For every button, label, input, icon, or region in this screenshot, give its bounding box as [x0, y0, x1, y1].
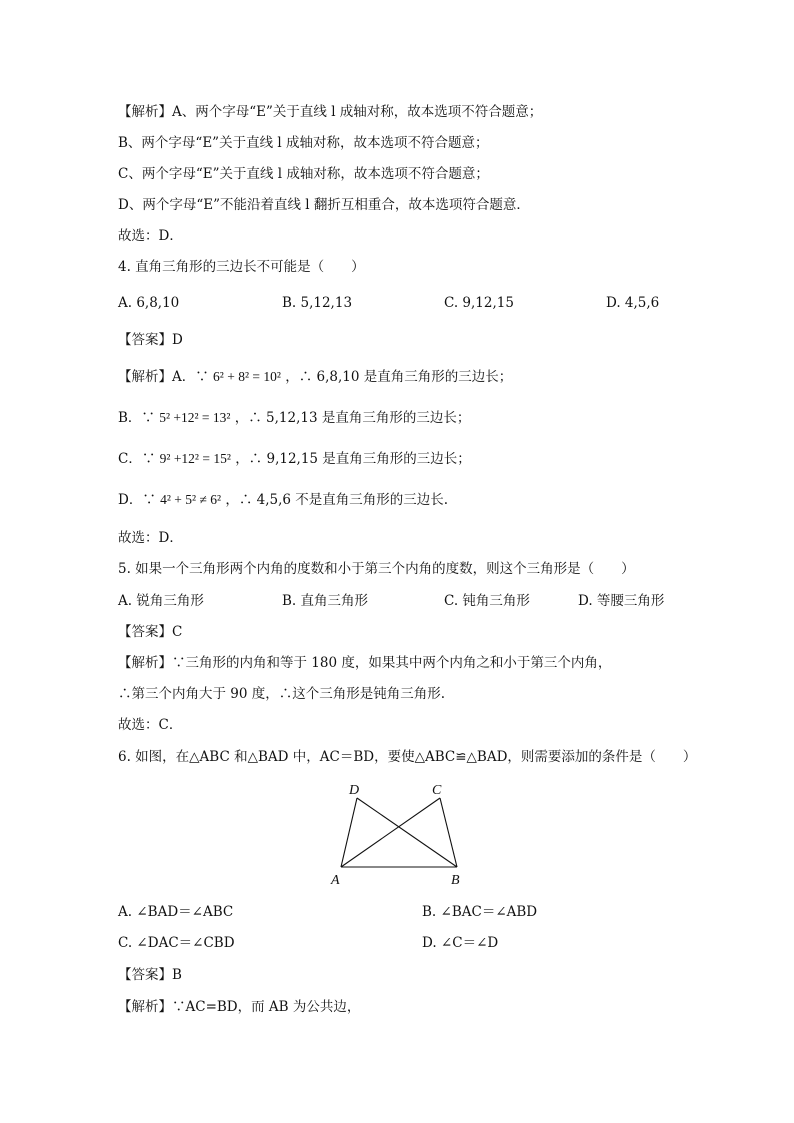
q5-stem: 5. 如果一个三角形两个内角的度数和小于第三个内角的度数，则这个三角形是（ ）: [118, 561, 635, 577]
q4-option-a: A. 6,8,10: [118, 295, 180, 311]
q4-analysis-a-expr: 6² + 8² = 10²: [213, 369, 281, 384]
q6-option-b: B. ∠BAC＝∠ABD: [422, 904, 538, 920]
q6-option-d: D. ∠C＝∠D: [422, 935, 499, 951]
q4-choice: 故选：D．: [118, 530, 183, 546]
q4-analysis-b-pre: B．∵: [118, 410, 155, 426]
q6-answer: 【答案】B: [118, 967, 182, 983]
q3-choice: 故选：D．: [118, 228, 183, 244]
q4-analysis-d-expr: 4² + 5² ≠ 6²: [160, 492, 222, 507]
q4-analysis-b-post: ，∴ 5,12,13 是直角三角形的三边长；: [234, 410, 471, 426]
q3-analysis-line-2: B、两个字母“E”关于直线 l 成轴对称，故本选项不符合题意；: [118, 135, 489, 151]
label-c: C: [432, 783, 442, 798]
q6-analysis-line-1: 【解析】∵AC=BD，而 AB 为公共边，: [118, 999, 361, 1015]
q4-analysis-a-pre: 【解析】A．∵: [118, 369, 209, 385]
q5-option-a: A. 锐角三角形: [118, 593, 204, 609]
q3-analysis-line-4: D、两个字母“E”不能沿着直线 l 翻折互相重合，故本选项符合题意．: [118, 197, 530, 213]
q4-analysis-b-expr: 5² +12² = 13²: [159, 410, 231, 425]
segment-ad: [341, 798, 357, 867]
q4-analysis-c-pre: C．∵: [118, 451, 156, 467]
q4-analysis-a-post: ，∴ 6,8,10 是直角三角形的三边长；: [285, 369, 513, 385]
q3-analysis-line-1: 【解析】A、两个字母“E”关于直线 l 成轴对称，故本选项不符合题意；: [118, 104, 543, 120]
q5-option-c: C. 钝角三角形: [444, 593, 530, 609]
q4-analysis-d-pre: D．∵: [118, 492, 156, 508]
q4-analysis-a: [118, 368, 512, 386]
label-d: D: [349, 783, 360, 798]
q4-option-c: C. 9,12,15: [444, 295, 514, 311]
segment-ac: [341, 798, 440, 867]
q4-analysis-d-post: ，∴ 4,5,6 不是直角三角形的三边长.: [225, 492, 449, 508]
q5-answer: 【答案】C: [118, 624, 183, 640]
q4-option-d: D. 4,5,6: [606, 295, 660, 311]
q3-analysis-line-3: C、两个字母“E”关于直线 l 成轴对称，故本选项不符合题意；: [118, 166, 489, 182]
q4-analysis-b: [118, 409, 470, 427]
label-b: B: [451, 873, 460, 888]
q6-stem: 6. 如图，在△ABC 和△BAD 中，AC＝BD，要使△ABC≌△BAD，则需要添加的条件是（ ）: [118, 749, 697, 765]
q5-analysis-line-1: 【解析】∵三角形的内角和等于 180 度，如果其中两个内角之和小于第三个内角，: [118, 655, 612, 671]
q4-analysis-c: [118, 450, 471, 468]
q4-stem: 4. 直角三角形的三边长不可能是（ ）: [118, 259, 365, 275]
q6-option-c: C. ∠DAC＝∠CBD: [118, 935, 235, 951]
q5-option-d: D. 等腰三角形: [578, 593, 665, 609]
q6-trapezoid-figure: [320, 778, 480, 890]
q5-analysis-line-2: ∴第三个内角大于 90 度，∴这个三角形是钝角三角形.: [118, 686, 446, 702]
q4-analysis-c-post: ，∴ 9,12,15 是直角三角形的三边长；: [235, 451, 471, 467]
q4-analysis-c-expr: 9² +12² = 15²: [159, 451, 231, 466]
q4-analysis-d: [118, 491, 448, 509]
q6-option-a: A. ∠BAD＝∠ABC: [118, 904, 234, 920]
q5-choice: 故选：C．: [118, 717, 183, 733]
q4-option-b: B. 5,12,13: [282, 295, 353, 311]
q5-option-b: B. 直角三角形: [282, 593, 369, 609]
label-a: A: [331, 873, 340, 888]
q4-answer: 【答案】D: [118, 332, 183, 348]
